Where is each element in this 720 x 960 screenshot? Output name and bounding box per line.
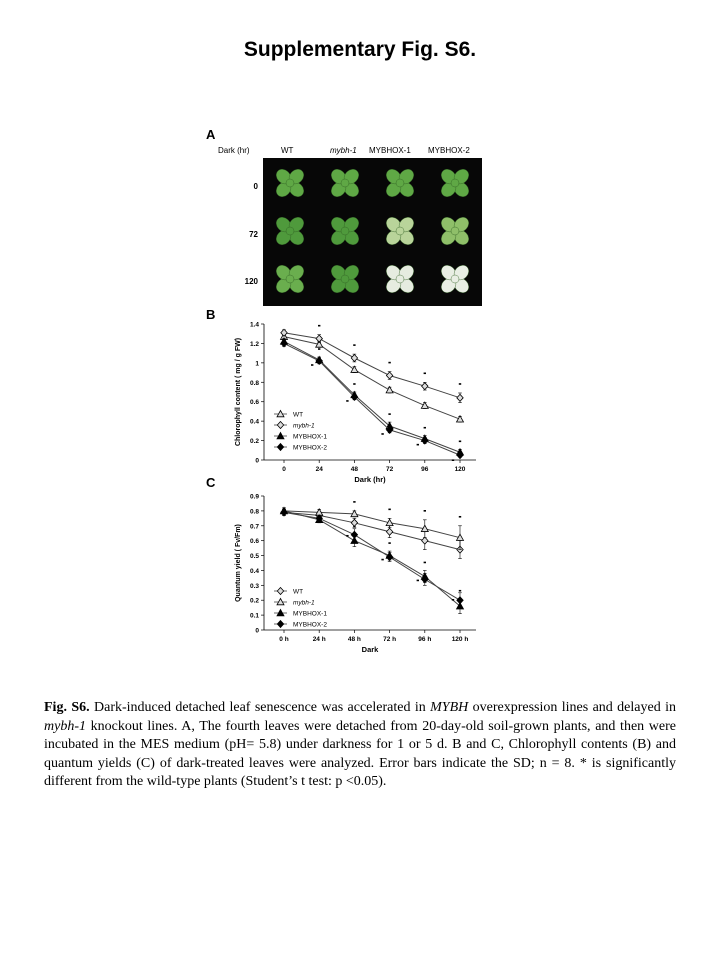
data-point — [351, 519, 357, 526]
legend-marker — [277, 621, 283, 628]
legend-label: MYBHOX-2 — [293, 621, 327, 629]
y-tick-label: 0.5 — [249, 553, 259, 561]
rosette-r2-c1 — [328, 262, 361, 295]
y-tick-label: 0.4 — [249, 567, 259, 575]
data-point — [386, 528, 392, 535]
rosette-r2-c2 — [383, 262, 416, 295]
chlorophyll-chart — [228, 316, 488, 486]
leaf — [451, 227, 459, 235]
legend-marker — [277, 444, 283, 451]
y-tick-label: 0.7 — [249, 523, 259, 531]
x-tick-label: 24 h — [312, 636, 326, 643]
y-tick-label: 0.1 — [249, 612, 259, 620]
legend-label: MYBHOX-1 — [293, 610, 327, 618]
y-axis-label: Chlorophyll content ( mg / g FW) — [235, 337, 242, 447]
caption-text-1: Dark-induced detached leaf senescence was accelerated in — [89, 700, 431, 715]
column-label-mybhox2: MYBHOX-2 — [428, 146, 470, 155]
caption-mybh1: mybh-1 — [44, 718, 86, 734]
rosette-r2-c0 — [273, 262, 306, 295]
y-axis-label: Quantum yield ( Fv/Fm) — [235, 524, 242, 602]
dark-hr-label: Dark (hr) — [218, 146, 250, 155]
x-tick-label: 96 — [421, 466, 429, 473]
y-tick-label: 1 — [255, 360, 259, 368]
y-tick-label: 1.4 — [249, 321, 259, 329]
leaf — [396, 275, 404, 283]
leaf — [286, 227, 294, 235]
quantum-yield-chart — [228, 488, 488, 660]
rosette-r2-c3 — [438, 262, 471, 295]
column-label-mybh1: mybh-1 — [330, 146, 357, 155]
x-tick-label: 96 h — [418, 636, 432, 643]
data-point — [457, 394, 463, 401]
x-tick-label: 0 h — [279, 636, 289, 643]
leaf — [396, 227, 404, 235]
legend-marker — [277, 588, 283, 595]
rosette-r0-c1 — [328, 166, 361, 199]
panel-a-letter: A — [206, 127, 216, 142]
rosette-r0-c3 — [438, 166, 471, 199]
panel-b-letter: B — [206, 307, 216, 322]
leaf — [341, 227, 349, 235]
leaf — [286, 275, 294, 283]
y-tick-label: 0.8 — [249, 508, 259, 516]
y-tick-label: 0.9 — [249, 493, 259, 501]
x-tick-label: 0 — [282, 466, 286, 473]
y-tick-label: 0.4 — [249, 418, 259, 426]
figure-title: Supplementary Fig. S6. — [243, 38, 477, 61]
figure-caption — [44, 699, 676, 792]
leaf — [341, 275, 349, 283]
y-tick-label: 0.3 — [249, 582, 259, 590]
leaf — [286, 179, 294, 187]
row-label-120: 120 — [244, 277, 258, 286]
series-line — [284, 511, 460, 606]
legend-marker — [277, 422, 283, 429]
series-line — [284, 337, 460, 420]
x-tick-label: 72 h — [383, 636, 397, 643]
rosette-r1-c2 — [383, 214, 416, 247]
data-point — [316, 335, 322, 342]
y-tick-label: 0.8 — [249, 379, 259, 387]
leaf — [341, 179, 349, 187]
data-point — [422, 383, 428, 390]
leaf-photo-grid — [263, 158, 482, 306]
rosette-r0-c2 — [383, 166, 416, 199]
x-tick-label: 48 — [350, 466, 359, 473]
legend-label: mybh-1 — [293, 599, 315, 607]
panel-c-letter: C — [206, 475, 216, 490]
x-axis-label: Dark (hr) — [354, 475, 386, 484]
legend-label: MYBHOX-2 — [293, 444, 327, 452]
legend-label: MYBHOX-1 — [293, 433, 327, 441]
series-WT — [281, 333, 464, 422]
x-tick-label: 72 — [385, 466, 394, 473]
legend-label: mybh-1 — [293, 422, 315, 430]
data-point — [351, 366, 358, 372]
data-point — [351, 531, 357, 538]
data-point — [386, 372, 392, 379]
series-mybh-1 — [281, 326, 463, 403]
data-point — [351, 355, 357, 362]
rosette-r0-c0 — [273, 166, 306, 199]
data-point — [421, 402, 428, 408]
series-MYBHOX-1 — [281, 507, 464, 613]
series-line — [284, 512, 460, 600]
caption-mybh: MYBH — [430, 700, 469, 715]
series-mybh-1 — [281, 502, 464, 550]
y-tick-label: 0.6 — [249, 399, 259, 407]
caption-text-2: overexpression lines and delayed in — [468, 700, 676, 715]
x-tick-label: 24 — [315, 466, 323, 473]
column-label-mybhox1: MYBHOX-1 — [369, 146, 411, 155]
data-point — [457, 416, 464, 422]
y-tick-label: 0.2 — [249, 438, 259, 446]
data-point — [457, 597, 463, 604]
rosette-r1-c1 — [328, 214, 361, 247]
column-label-wt: WT — [281, 146, 294, 155]
data-point — [281, 509, 287, 516]
y-tick-label: 0 — [255, 627, 259, 635]
x-tick-label: 48 h — [347, 636, 361, 643]
leaf — [451, 275, 459, 283]
y-tick-label: 0 — [255, 457, 259, 465]
rosette-r1-c0 — [273, 214, 306, 247]
y-tick-label: 1.2 — [249, 340, 259, 348]
leaf — [396, 179, 404, 187]
rosette-r1-c3 — [438, 214, 471, 247]
leaf — [451, 179, 459, 187]
legend-label: WT — [293, 588, 304, 596]
x-tick-label: 120 — [454, 466, 466, 473]
data-point — [281, 329, 287, 336]
series-MYBHOX-2 — [281, 509, 463, 608]
x-tick-label: 120 h — [451, 636, 469, 643]
data-point — [386, 387, 393, 393]
leaf-photo — [263, 158, 482, 306]
x-axis-label: Dark — [361, 645, 379, 654]
caption-fig-label: Fig. S6. — [44, 700, 90, 715]
legend-label: WT — [293, 411, 304, 419]
data-point — [281, 340, 287, 347]
row-label-72: 72 — [249, 230, 258, 239]
series-MYBHOX-2 — [281, 340, 463, 460]
data-point — [422, 537, 428, 544]
caption-text-3: knockout lines. A, The fourth leaves were detached from 20-day-old soil-grown plants, and then were incubated in the MES medium (pH= 5.8) under darkness for 1 or 5 d. B and C, Chlorophyll contents (B) and quantum yields (C) of dark-treated leaves were analyzed. Error bars indicate the SD; n = 8. * is significantly different from the wild-type plants (Student’s t test: p <0.05). — [44, 718, 676, 789]
y-tick-label: 0.6 — [249, 538, 259, 546]
row-label-0: 0 — [253, 182, 258, 191]
y-tick-label: 0.2 — [249, 597, 259, 605]
